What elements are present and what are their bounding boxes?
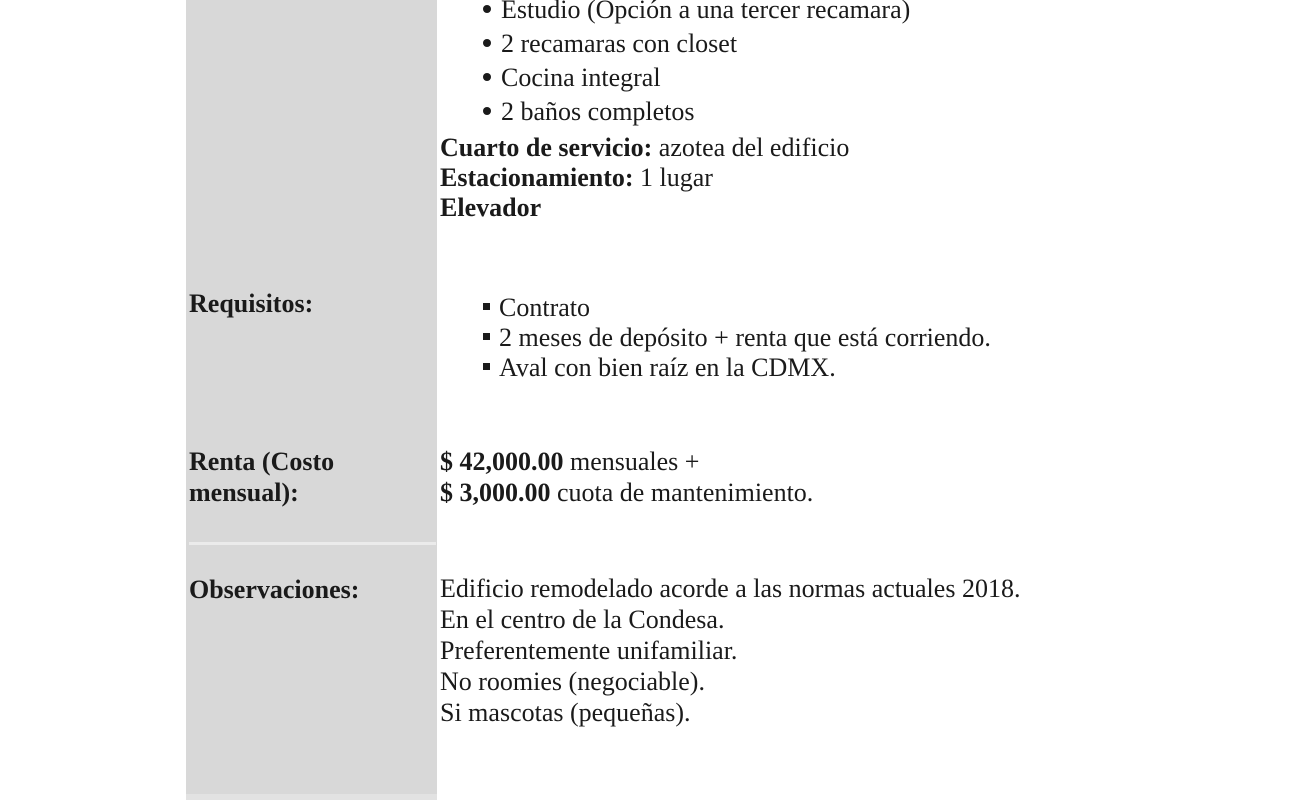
detail-label: Cuarto de servicio: [440,133,653,162]
observacion-line: Edificio remodelado acorde a las normas actuales 2018. [440,574,1021,603]
table-row-divider [189,542,436,545]
table-bottom-border [186,794,437,800]
renta-text: cuota de mantenimiento. [557,478,814,507]
square-bullet-icon [483,303,490,310]
feature-list [483,0,910,129]
requisito-item [483,353,991,383]
renta-line [440,477,813,508]
detail-value: 1 lugar [640,163,713,192]
feature-text: Cocina integral [501,63,661,92]
observacion-line: Preferentemente unifamiliar. [440,636,738,665]
requisitos-list [483,293,991,383]
detail-line [440,133,849,163]
square-bullet-icon [483,333,490,340]
feature-item [483,95,910,129]
requisito-text: Aval con bien raíz en la CDMX. [499,353,836,382]
bullet-icon [483,73,491,81]
label-column-shading [186,0,437,800]
observacion-line: En el centro de la Condesa. [440,605,725,634]
renta-line [440,446,813,477]
observacion-line: Si mascotas (pequeñas). [440,698,691,727]
renta-text: mensuales + [570,447,700,476]
bullet-icon [483,107,491,115]
detail-line [440,193,849,223]
requisitos-label: Requisitos: [189,289,314,318]
feature-item [483,27,910,61]
feature-item [483,61,910,95]
feature-item [483,0,910,27]
detail-line [440,163,849,193]
square-bullet-icon [483,363,490,370]
renta-label [189,446,334,508]
renta-amount: $ 42,000.00 [440,447,564,476]
detail-value: azotea del edificio [658,133,850,162]
feature-text: 2 baños completos [501,97,695,126]
renta-block [440,446,813,508]
requisito-text: Contrato [499,293,590,322]
observaciones-label: Observaciones: [189,575,360,604]
requisito-text: 2 meses de depósito + renta que está corriendo. [499,323,991,352]
detail-block [440,133,849,223]
observacion-line: No roomies (negociable). [440,667,705,696]
bullet-icon [483,5,491,13]
feature-text: Estudio (Opción a una tercer recamara) [501,0,911,24]
renta-label-line1: Renta (Costo [189,447,335,476]
feature-text: 2 recamaras con closet [501,29,738,58]
observaciones-block [440,573,1020,728]
detail-label: Estacionamiento: [440,163,634,192]
renta-amount: $ 3,000.00 [440,478,551,507]
renta-label-line2: mensual): [189,478,299,507]
requisito-item [483,323,991,353]
requisito-item [483,293,991,323]
detail-label: Elevador [440,193,542,222]
bullet-icon [483,39,491,47]
